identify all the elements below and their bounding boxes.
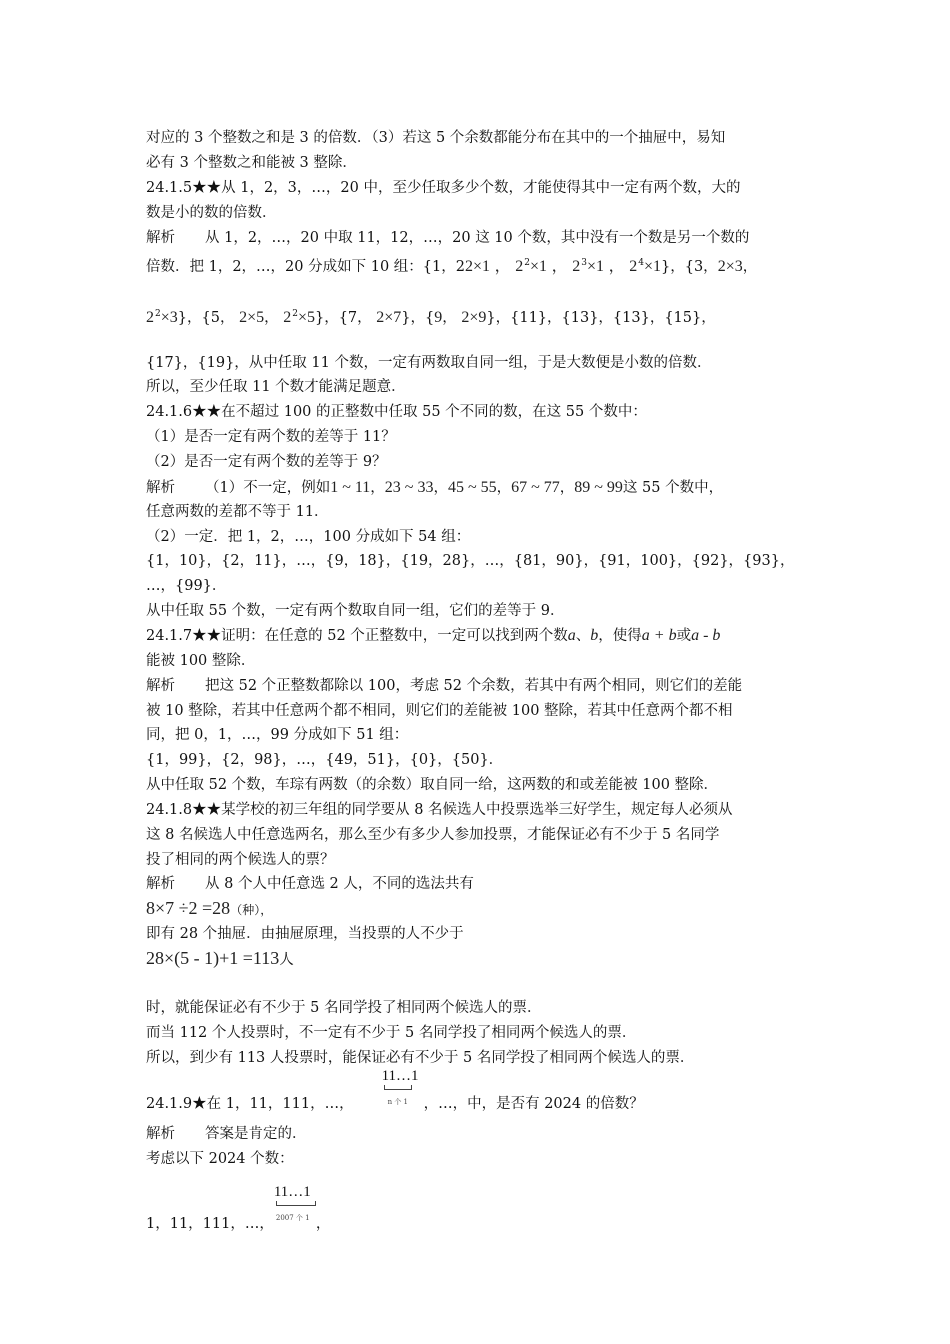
- text-line: 所以，到少有 113 人投票时，能保证必有不少于 5 名同学投了相同两个候选人的票．: [146, 1050, 695, 1066]
- text-line: 从中任取 55 个数，一定有两个数取自同一组，它们的差等于 9．: [146, 603, 565, 619]
- jiexi-label: 解析: [146, 876, 175, 892]
- problem-24-1-7: 24.1.7★★证明：在任意的 52 个正整数中，一定可以找到两个数a、b，使得a + b或a - b: [146, 627, 721, 644]
- text-line: {1，10}，{2，11}，…，{9，18}，{19，28}，…，{81，90}，{91，100}，{92}，{93}，: [146, 553, 795, 569]
- problem-24-1-6: 24.1.6★★在不超过 100 的正整数中任取 55 个不同的数，在这 55 个数中：: [146, 404, 647, 420]
- text-line: 必有 3 个整数之和能被 3 整除．: [146, 155, 357, 171]
- text-line: 而当 112 个人投票时，不一定有不少于 5 名同学投了相同两个候选人的票．: [146, 1025, 637, 1041]
- equation-line: 8×7 ÷2 =28（种），: [146, 898, 273, 918]
- jiexi-label: 解析: [146, 480, 175, 496]
- problem-24-1-8: 24.1.8★★某学校的初三年组的同学要从 8 名候选人中投票选举三好学生，规定每人必须从: [146, 802, 733, 818]
- problem-24-1-5: 24.1.5★★从 1，2，3，…，20 中，至少任取多少个数，才能使得其中一定有两个数，大的: [146, 180, 741, 196]
- solution-line: 解析 答案是肯定的．: [146, 1126, 307, 1142]
- solution-line: 解析 从 8 个人中任意选 2 人，不同的选法共有: [146, 876, 474, 892]
- text-line: 被 10 整除，若其中任意两个都不相同，则它们的差能被 100 整除，若其中任意两个都不相: [146, 703, 733, 719]
- solution-line: 解析 （1）不一定，例如1 ~ 11，23 ~ 33，45 ~ 55，67 ~ 77，89 ~ 99这 55 个数中，: [146, 479, 724, 496]
- equation-line: 28×(5 - 1)+1 =113人: [146, 948, 294, 968]
- solution-line: 倍数．把 1，2，…，20 分成如下 10 组：{1，22×1 ， $2^2\times 1$ ， $2^3\times 1$ ， $2^4\times 1$}，{3，2×3，: [146, 258, 758, 275]
- sequence-line: 1，11，111，…， 11…1 2007 个 1 ，: [146, 1184, 331, 1232]
- text-line: （1）是否一定有两个数的差等于 11？: [146, 429, 396, 445]
- text-line: 时，就能保证必有不少于 5 名同学投了相同两个候选人的票．: [146, 1000, 542, 1016]
- text-line: 同，把 0，1，…，99 分成如下 51 组：: [146, 727, 409, 743]
- text-line: 投了相同的两个候选人的票？: [146, 852, 335, 868]
- jiexi-label: 解析: [146, 678, 175, 694]
- text-line: 从中任取 52 个数，车琮有两数（的余数）取自同一给，这两数的和或差能被 100 整除．: [146, 777, 719, 793]
- text-line: 所以，至少任取 11 个数才能满足题意．: [146, 379, 406, 395]
- problem-24-1-9: 24.1.9★在 1，11，111，…， 11…1 n 个 1 ，…，中，是否有 2024 的倍数？: [146, 1068, 644, 1112]
- repunit-2007: 11…1 2007 个 1: [274, 1182, 316, 1222]
- jiexi-label: 解析: [146, 230, 175, 246]
- text-line: （2）一定．把 1，2，…，100 分成如下 54 组：: [146, 529, 471, 545]
- text-line: …，{99}．: [146, 578, 227, 594]
- text-line: {1，99}，{2，98}，…，{49，51}，{0}，{50}．: [146, 752, 504, 768]
- text-line: 即有 28 个抽屉．由抽屉原理，当投票的人不少于: [146, 926, 464, 942]
- solution-line: 解析 把这 52 个正整数都除以 100，考虑 52 个余数，若其中有两个相同，则它们的差能: [146, 678, 743, 694]
- text-line: {17}，{19}，从中任取 11 个数，一定有两数取自同一组，于是大数便是小数的倍数．: [146, 355, 712, 371]
- solution-line: $2^2\times 3$}，{5， 2×5， $2^2\times 5$}，{7， 2×7}，{9， 2×9}，{11}，{13}，{13}，{15}，: [146, 309, 716, 326]
- repunit-n: 11…1 n 个 1: [381, 1068, 419, 1106]
- text-line: （2）是否一定有两个数的差等于 9？: [146, 454, 387, 470]
- text-line: 任意两数的差都不等于 11．: [146, 504, 329, 520]
- text-line: 考虑以下 2024 个数：: [146, 1151, 294, 1167]
- text-line: 能被 100 整除．: [146, 653, 256, 669]
- text-line: 对应的 3 个整数之和是 3 的倍数．（3）若这 5 个余数都能分布在其中的一个抽屉中，易知: [146, 130, 726, 146]
- text-line: 数是小的数的倍数．: [146, 205, 277, 221]
- text-line: 这 8 名候选人中任意选两名，那么至少有多少人参加投票，才能保证必有不少于 5 名同学: [146, 827, 720, 843]
- jiexi-label: 解析: [146, 1126, 175, 1142]
- solution-line: 解析 从 1，2，…，20 中取 11，12，…，20 这 10 个数，其中没有一个数是另一个数的: [146, 230, 750, 246]
